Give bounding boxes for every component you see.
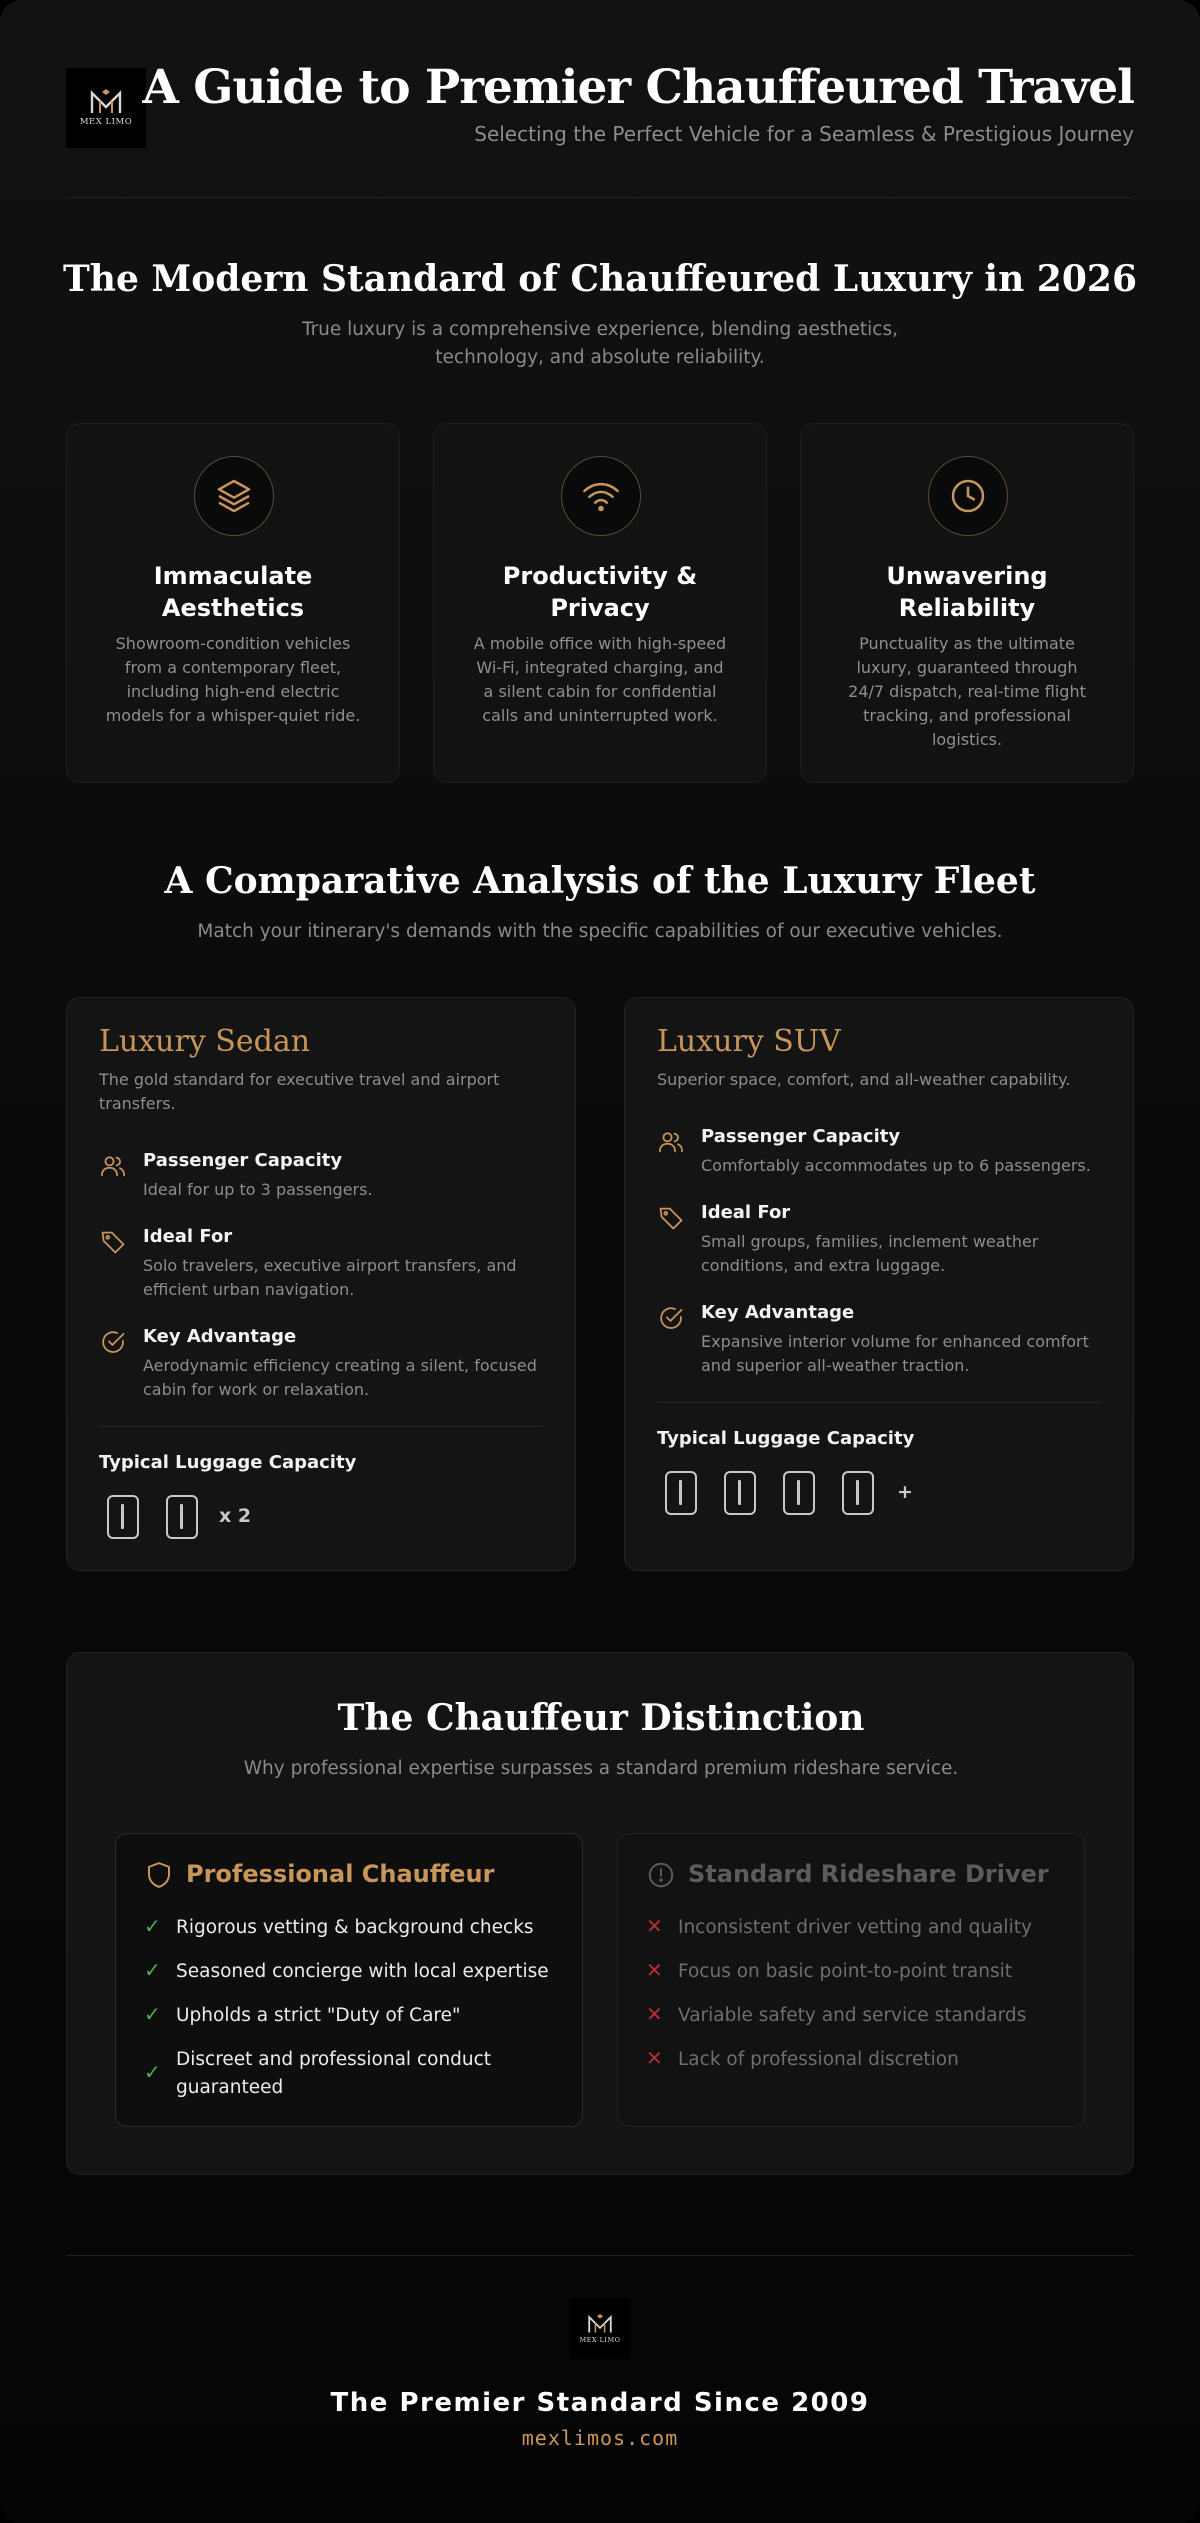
users-icon <box>99 1152 127 1180</box>
section-subtitle-fleet: Match your itinerary's demands with the specific capabilities of our executive vehicles. <box>197 921 1003 942</box>
check-icon: ✓ <box>144 2002 161 2026</box>
feature-card-productivity <box>433 423 767 783</box>
logo-monogram-icon <box>586 2314 614 2334</box>
row-label: Passenger Capacity <box>701 1126 901 1147</box>
divider <box>99 1426 543 1427</box>
vehicle-row-passengers <box>657 1126 1103 1182</box>
row-text: Ideal for up to 3 passengers. <box>143 1180 373 1199</box>
footer-divider <box>66 2255 1134 2256</box>
divider <box>657 1402 1101 1403</box>
header <box>66 60 1134 198</box>
shield-icon <box>144 1860 174 1890</box>
suitcase-icon <box>724 1471 756 1515</box>
vehicle-card-suv <box>624 997 1134 1571</box>
brand-logo[interactable] <box>66 68 146 148</box>
suitcase-icon <box>166 1495 198 1539</box>
vehicle-row-ideal-for <box>99 1226 545 1306</box>
section-title-modern-standard: The Modern Standard of Chauffeured Luxury in 2026 <box>63 258 1137 300</box>
suitcase-icon <box>842 1471 874 1515</box>
feature-description: Punctuality as the ultimate luxury, guaranteed through 24/7 dispatch, real-time flight tracking, and professional logistics. <box>848 634 1086 749</box>
footer-tagline: The Premier Standard Since 2009 <box>330 2388 870 2418</box>
row-text: Comfortably accommodates up to 6 passengers. <box>701 1156 1091 1175</box>
x-icon: ✕ <box>646 2002 663 2026</box>
row-text: Aerodynamic efficiency creating a silent, focused cabin for work or relaxation. <box>143 1356 537 1399</box>
wifi-icon <box>581 476 621 516</box>
luggage-title: Typical Luggage Capacity <box>99 1452 357 1473</box>
feature-description: A mobile office with high-speed Wi-Fi, integrated charging, and a silent cabin for confidential calls and uninterrupted work. <box>473 634 727 725</box>
feature-icon-badge <box>561 456 641 536</box>
row-text: Expansive interior volume for enhanced comfort and superior all-weather traction. <box>701 1332 1089 1375</box>
row-text: Small groups, families, inclement weather conditions, and extra luggage. <box>701 1232 1039 1275</box>
chauffeur-distinction-panel <box>66 1652 1134 2175</box>
suitcase-icon <box>107 1495 139 1539</box>
logo-text: MEX LIMO <box>579 2336 621 2344</box>
footer-logo[interactable] <box>570 2299 630 2359</box>
column-title: Professional Chauffeur <box>186 1860 495 1888</box>
standard-rideshare-column <box>617 1833 1085 2127</box>
check-circle-icon <box>99 1328 127 1356</box>
vehicle-row-ideal-for <box>657 1202 1103 1282</box>
section-subtitle-modern-standard: True luxury is a comprehensive experience, blending aesthetics, technology, and absolute reliability. <box>301 319 898 368</box>
check-icon: ✓ <box>144 1958 161 1982</box>
list-item-text: Inconsistent driver vetting and quality <box>678 1917 1032 1938</box>
row-label: Passenger Capacity <box>143 1150 343 1171</box>
vehicle-name: Luxury SUV <box>657 1024 841 1059</box>
vehicle-name: Luxury Sedan <box>99 1024 311 1059</box>
feature-description: Showroom-condition vehicles from a contemporary fleet, including high-end electric models for a whisper-quiet ride. <box>105 634 361 725</box>
luggage-title: Typical Luggage Capacity <box>657 1428 915 1449</box>
tag-icon <box>657 1204 685 1232</box>
row-text: Solo travelers, executive airport transfers, and efficient urban navigation. <box>143 1256 517 1299</box>
x-icon: ✕ <box>646 1958 663 1982</box>
logo-monogram-icon <box>89 89 123 115</box>
list-item-text: Lack of professional discretion <box>678 2049 959 2070</box>
list-item-text: Focus on basic point-to-point transit <box>678 1961 1013 1982</box>
list-item-text: Upholds a strict "Duty of Care" <box>176 2005 461 2026</box>
professional-chauffeur-column <box>115 1833 583 2127</box>
feature-card-reliability <box>800 423 1134 783</box>
vehicle-row-key-advantage <box>99 1326 545 1406</box>
vehicle-tagline: The gold standard for executive travel and airport transfers. <box>99 1070 500 1113</box>
x-icon: ✕ <box>646 2046 663 2070</box>
page-subtitle: Selecting the Perfect Vehicle for a Seamless & Prestigious Journey <box>474 122 1134 146</box>
feature-title: Productivity & Privacy <box>502 562 698 622</box>
page-title: A Guide to Premier Chauffeured Travel <box>142 60 1134 115</box>
vehicle-tagline: Superior space, comfort, and all-weather capability. <box>657 1070 1071 1089</box>
list-item-text: Variable safety and service standards <box>678 2005 1027 2026</box>
check-circle-icon <box>657 1304 685 1332</box>
column-title: Standard Rideshare Driver <box>688 1860 1049 1888</box>
list-item-text: Seasoned concierge with local expertise <box>176 1961 549 1982</box>
feature-title: Immaculate Aesthetics <box>153 562 313 622</box>
footer-url-link[interactable]: mexlimos.com <box>521 2426 679 2450</box>
list-item-text: Rigorous vetting & background checks <box>176 1917 534 1938</box>
vehicle-row-passengers <box>99 1150 545 1206</box>
feature-title: Unwavering Reliability <box>886 562 1048 622</box>
logo-text: MEX LIMO <box>79 117 133 127</box>
suitcase-icon <box>783 1471 815 1515</box>
luggage-count: x 2 <box>219 1505 252 1527</box>
alert-circle-icon <box>646 1860 676 1890</box>
vehicle-row-key-advantage <box>657 1302 1103 1382</box>
check-icon: ✓ <box>144 1914 161 1938</box>
section-title-fleet: A Comparative Analysis of the Luxury Fleet <box>164 860 1036 902</box>
suitcase-icon <box>665 1471 697 1515</box>
check-icon: ✓ <box>144 2060 161 2084</box>
tag-icon <box>99 1228 127 1256</box>
users-icon <box>657 1128 685 1156</box>
row-label: Ideal For <box>701 1202 791 1223</box>
clock-icon <box>948 476 988 516</box>
section-subtitle-distinction: Why professional expertise surpasses a standard premium rideshare service. <box>243 1758 959 1779</box>
row-label: Ideal For <box>143 1226 233 1247</box>
layers-icon <box>214 476 254 516</box>
list-item-text: Discreet and professional conduct guaranteed <box>176 2049 492 2098</box>
x-icon: ✕ <box>646 1914 663 1938</box>
feature-icon-badge <box>194 456 274 536</box>
feature-icon-badge <box>928 456 1008 536</box>
row-label: Key Advantage <box>143 1326 297 1347</box>
feature-card-aesthetics <box>66 423 400 783</box>
section-title-distinction: The Chauffeur Distinction <box>337 1697 865 1739</box>
luggage-more: + <box>897 1481 913 1503</box>
row-label: Key Advantage <box>701 1302 855 1323</box>
vehicle-card-sedan <box>66 997 576 1571</box>
